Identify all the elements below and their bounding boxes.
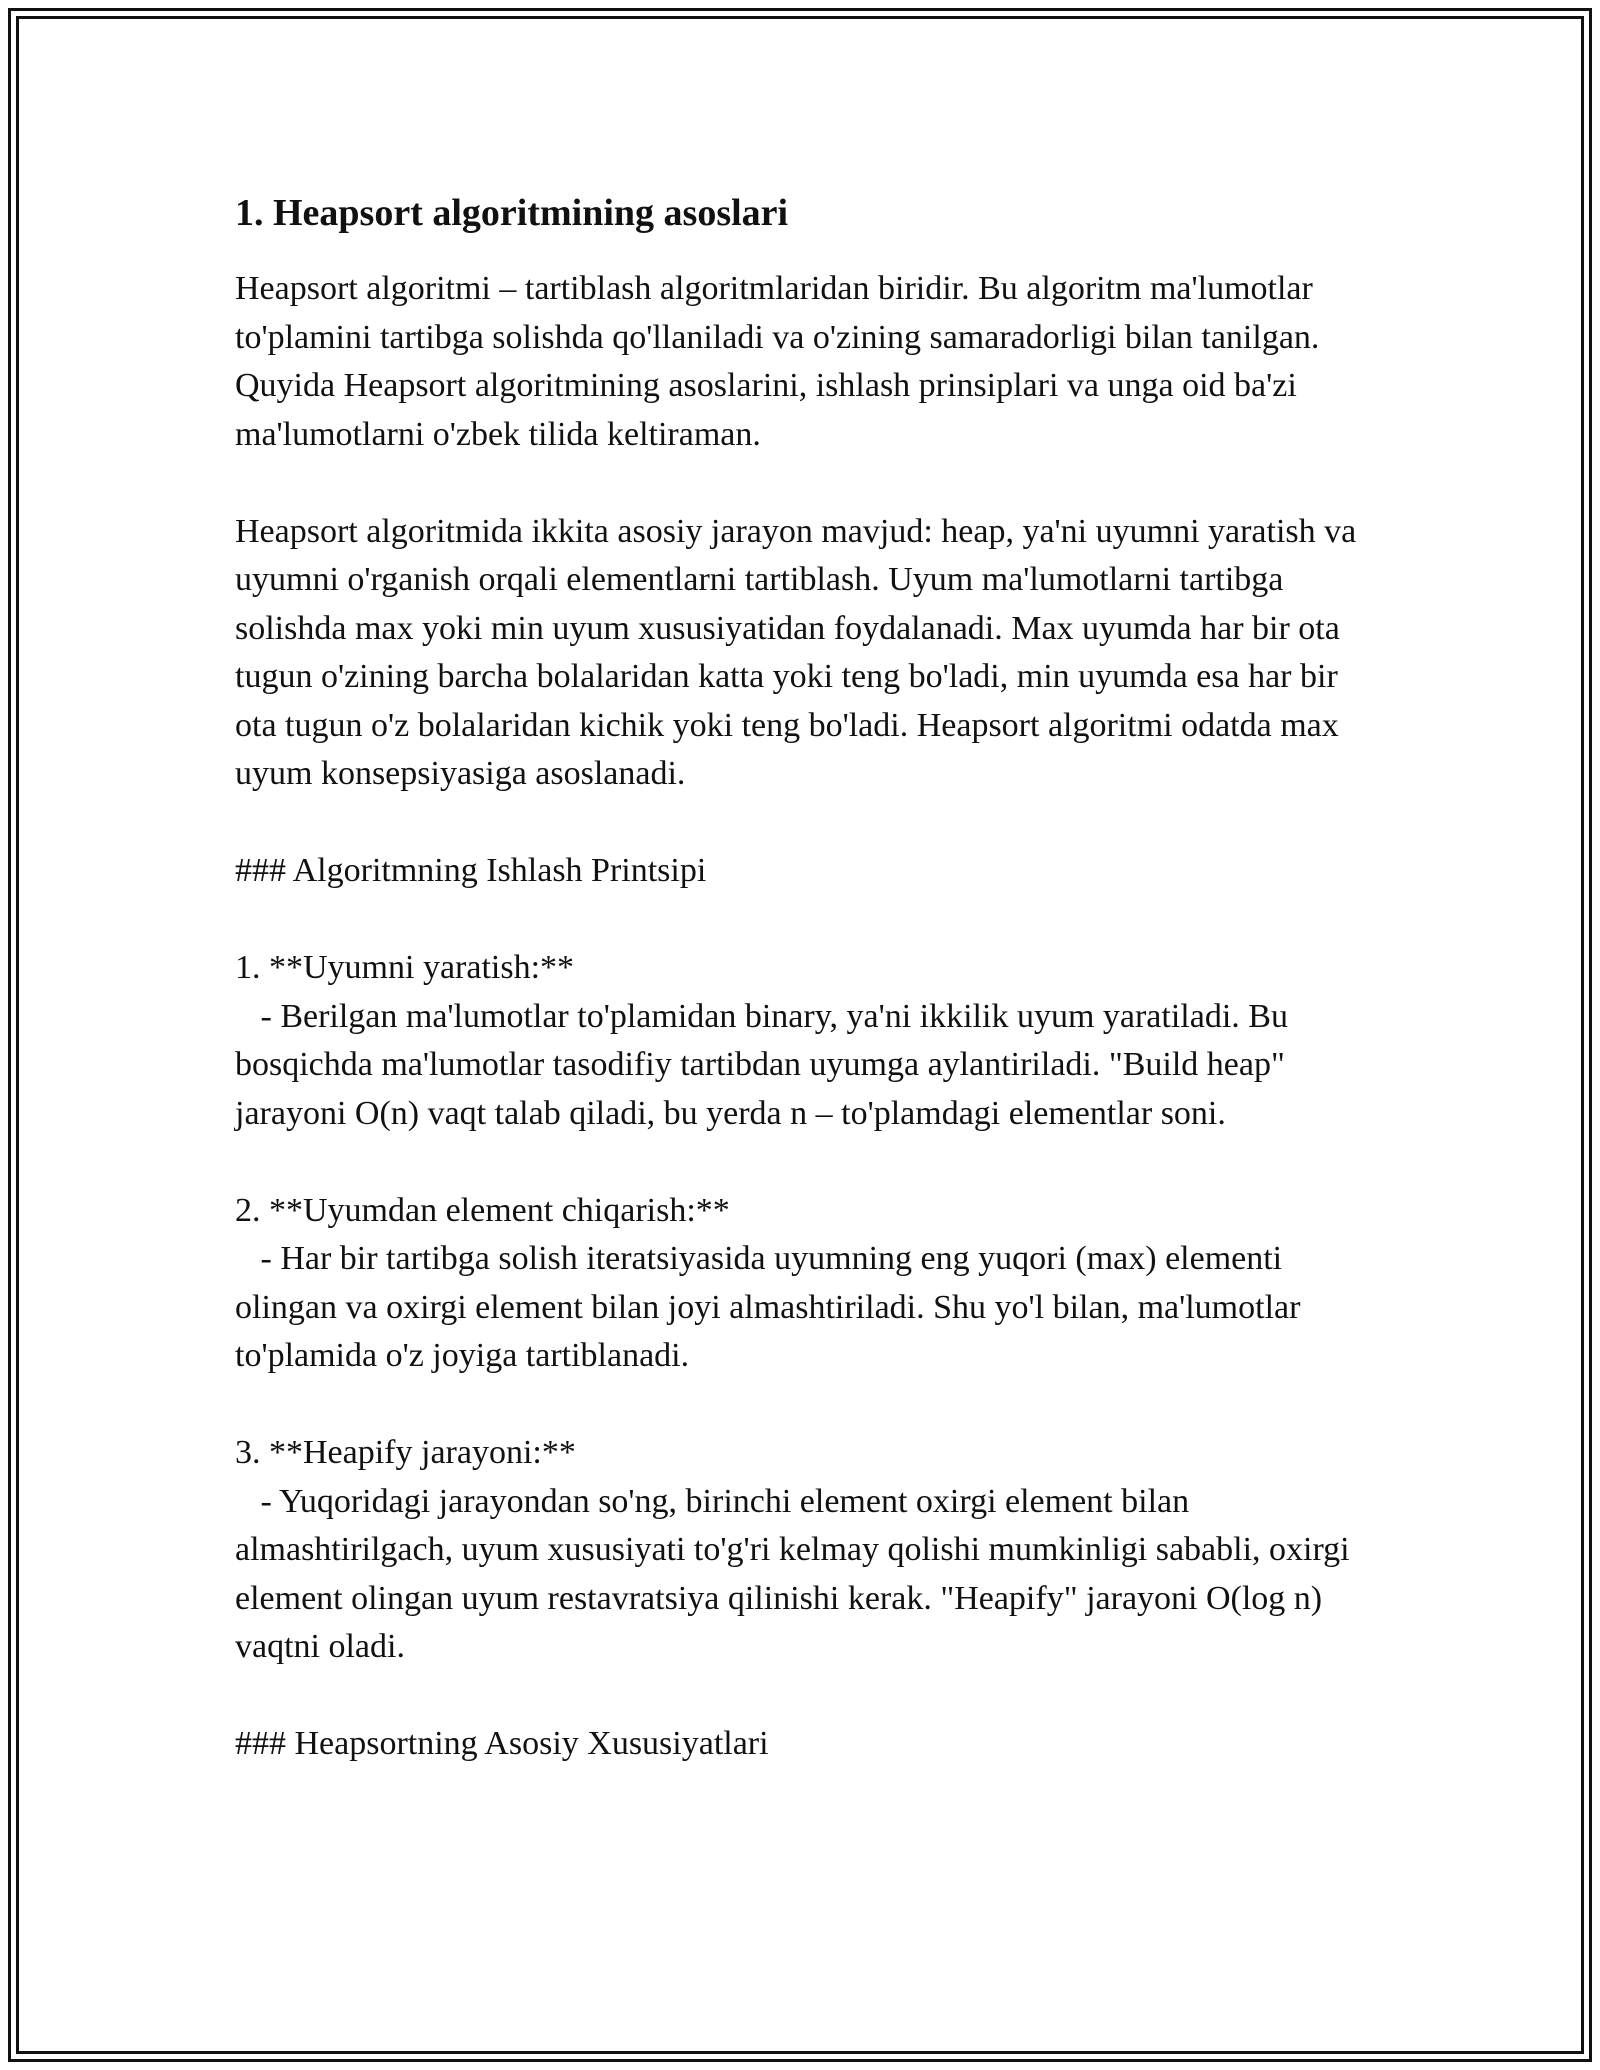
section-heading-features: ### Heapsortning Asosiy Xususiyatlari (235, 1725, 769, 1762)
list-item-extract-element: 2. **Uyumdan element chiqarish:** - Har bir tartibga solish iteratsiyasida uyumning eng yuqori (max) elementi olingan va oxirgi element bilan joyi almashtiriladi. Shu yo'l bilan, ma'lumotlar to'plamida o'z joyiga tartiblanadi. (235, 1191, 1301, 1374)
paragraph-intro: Heapsort algoritmi – tartiblash algoritmlaridan biridir. Bu algoritm ma'lumotlar to'plamini tartibga solishda qo'llaniladi va o'zining samaradorligi bilan tanilgan. Quyida Heapsort algoritmining asoslarini, ishlash prinsiplari va unga oid ba'zi ma'lumotlarni o'zbek tilida keltiraman. (235, 270, 1328, 453)
list-item-heapify: 3. **Heapify jarayoni:** - Yuqoridagi jarayondan so'ng, birinchi element oxirgi element bilan almashtirilgach, uyum xususiyati to'g'ri kelmay qolishi mumkinligi sababli, oxirgi element olingan uyum restavratsiya qilinishi kerak. "Heapify" jarayoni O(log n) vaqtni oladi. (235, 1434, 1350, 1665)
document-title: 1. Heapsort algoritmining asoslari (235, 192, 789, 234)
section-heading-principle: ### Algoritmning Ishlash Printsipi (235, 852, 707, 889)
paragraph-heap-processes: Heapsort algoritmida ikkita asosiy jarayon mavjud: heap, ya'ni uyumni yaratish va uyumni o'rganish orqali elementlarni tartiblash. Uyum ma'lumotlarni tartibga solishda max yoki min uyum xususiyatidan foydalanadi. Max uyumda har bir ota tugun o'zining barcha bolalaridan katta yoki teng bo'ladi, min uyumda esa har bir ota tugun o'z bolalaridan kichik yoki teng bo'ladi. Heapsort algoritmi odatda max uyum konsepsiyasiga asoslanadi. (235, 512, 1365, 792)
document-body (235, 185, 1375, 1817)
list-item-build-heap: 1. **Uyumni yaratish:** - Berilgan ma'lumotlar to'plamidan binary, ya'ni ikkilik uyum yaratiladi. Bu bosqichda ma'lumotlar tasodifiy tartibdan uyumga aylantiriladi. "Build heap" jarayoni O(n) vaqt talab qiladi, bu yerda n – to'plamdagi elementlar soni. (235, 949, 1288, 1132)
